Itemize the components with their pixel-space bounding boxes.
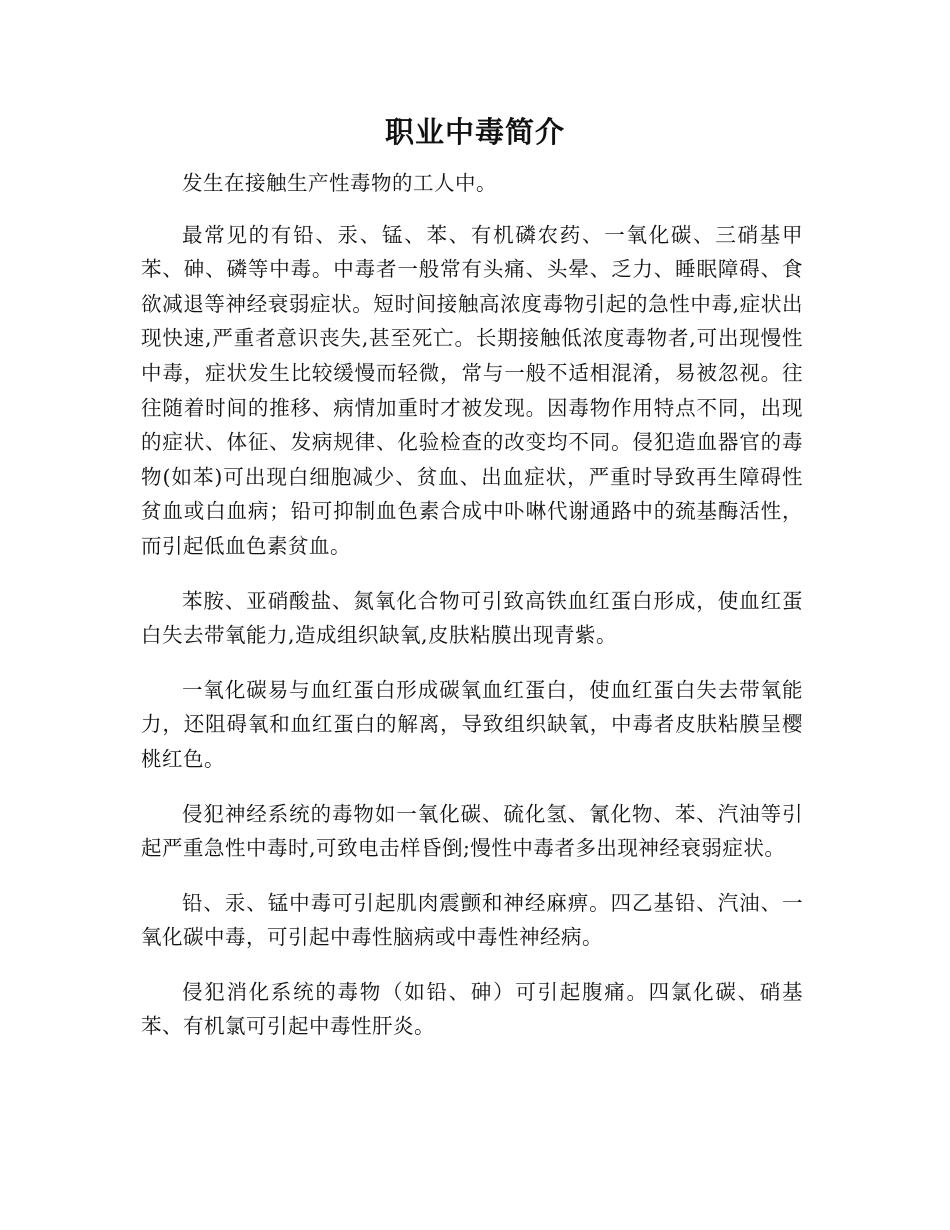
paragraph-carbon-monoxide: 一氧化碳易与血红蛋白形成碳氧血红蛋白，使血红蛋白失去带氧能力，还阻碍氧和血红蛋白的解离，导致组织缺氧，中毒者皮肤粘膜呈樱桃红色。 xyxy=(141,677,803,771)
paragraph-intro: 发生在接触生产性毒物的工人中。 xyxy=(182,171,497,195)
paragraph-methemoglobin: 苯胺、亚硝酸盐、氮氧化合物可引致高铁血红蛋白形成，使血红蛋白失去带氧能力,造成组织缺氧,皮肤粘膜出现青紫。 xyxy=(141,588,803,648)
paragraph-lead-mercury-manganese: 铅、汞、锰中毒可引起肌肉震颤和神经麻痹。四乙基铅、汽油、一氧化碳中毒，可引起中毒性脑病或中毒性神经病。 xyxy=(141,890,803,950)
paragraph-nervous-system: 侵犯神经系统的毒物如一氧化碳、硫化氢、氰化物、苯、汽油等引起严重急性中毒时,可致电击样昏倒;慢性中毒者多出现神经衰弱症状。 xyxy=(141,801,803,861)
paragraph-digestive-system: 侵犯消化系统的毒物（如铅、砷）可引起腹痛。四氯化碳、硝基苯、有机氯可引起中毒性肝炎。 xyxy=(141,979,803,1039)
paragraph-common-poisons: 最常见的有铅、汞、锰、苯、有机磷农药、一氧化碳、三硝基甲苯、砷、磷等中毒。中毒者一般常有头痛、头晕、乏力、睡眠障碍、食欲减退等神经衰弱症状。短时间接触高浓度毒物引起的急性中毒,症状出现快速,严重者意识丧失,甚至死亡。长期接触低浓度毒物者,可出现慢性中毒，症状发生比较缓慢而轻微，常与一般不适相混淆，易被忽视。往往随着时间的推移、病情加重时才被发现。因毒物作用特点不同，出现的症状、体征、发病规律、化验检查的改变均不同。侵犯造血器官的毒物(如苯)可出现白细胞减少、贫血、出血症状，严重时导致再生障碍性贫血或白血病；铅可抑制血色素合成中卟啉代谢通路中的巯基酶活性，而引起低血色素贫血。 xyxy=(141,222,803,558)
document-body xyxy=(141,166,803,1064)
page-title: 职业中毒简介 xyxy=(384,115,565,149)
